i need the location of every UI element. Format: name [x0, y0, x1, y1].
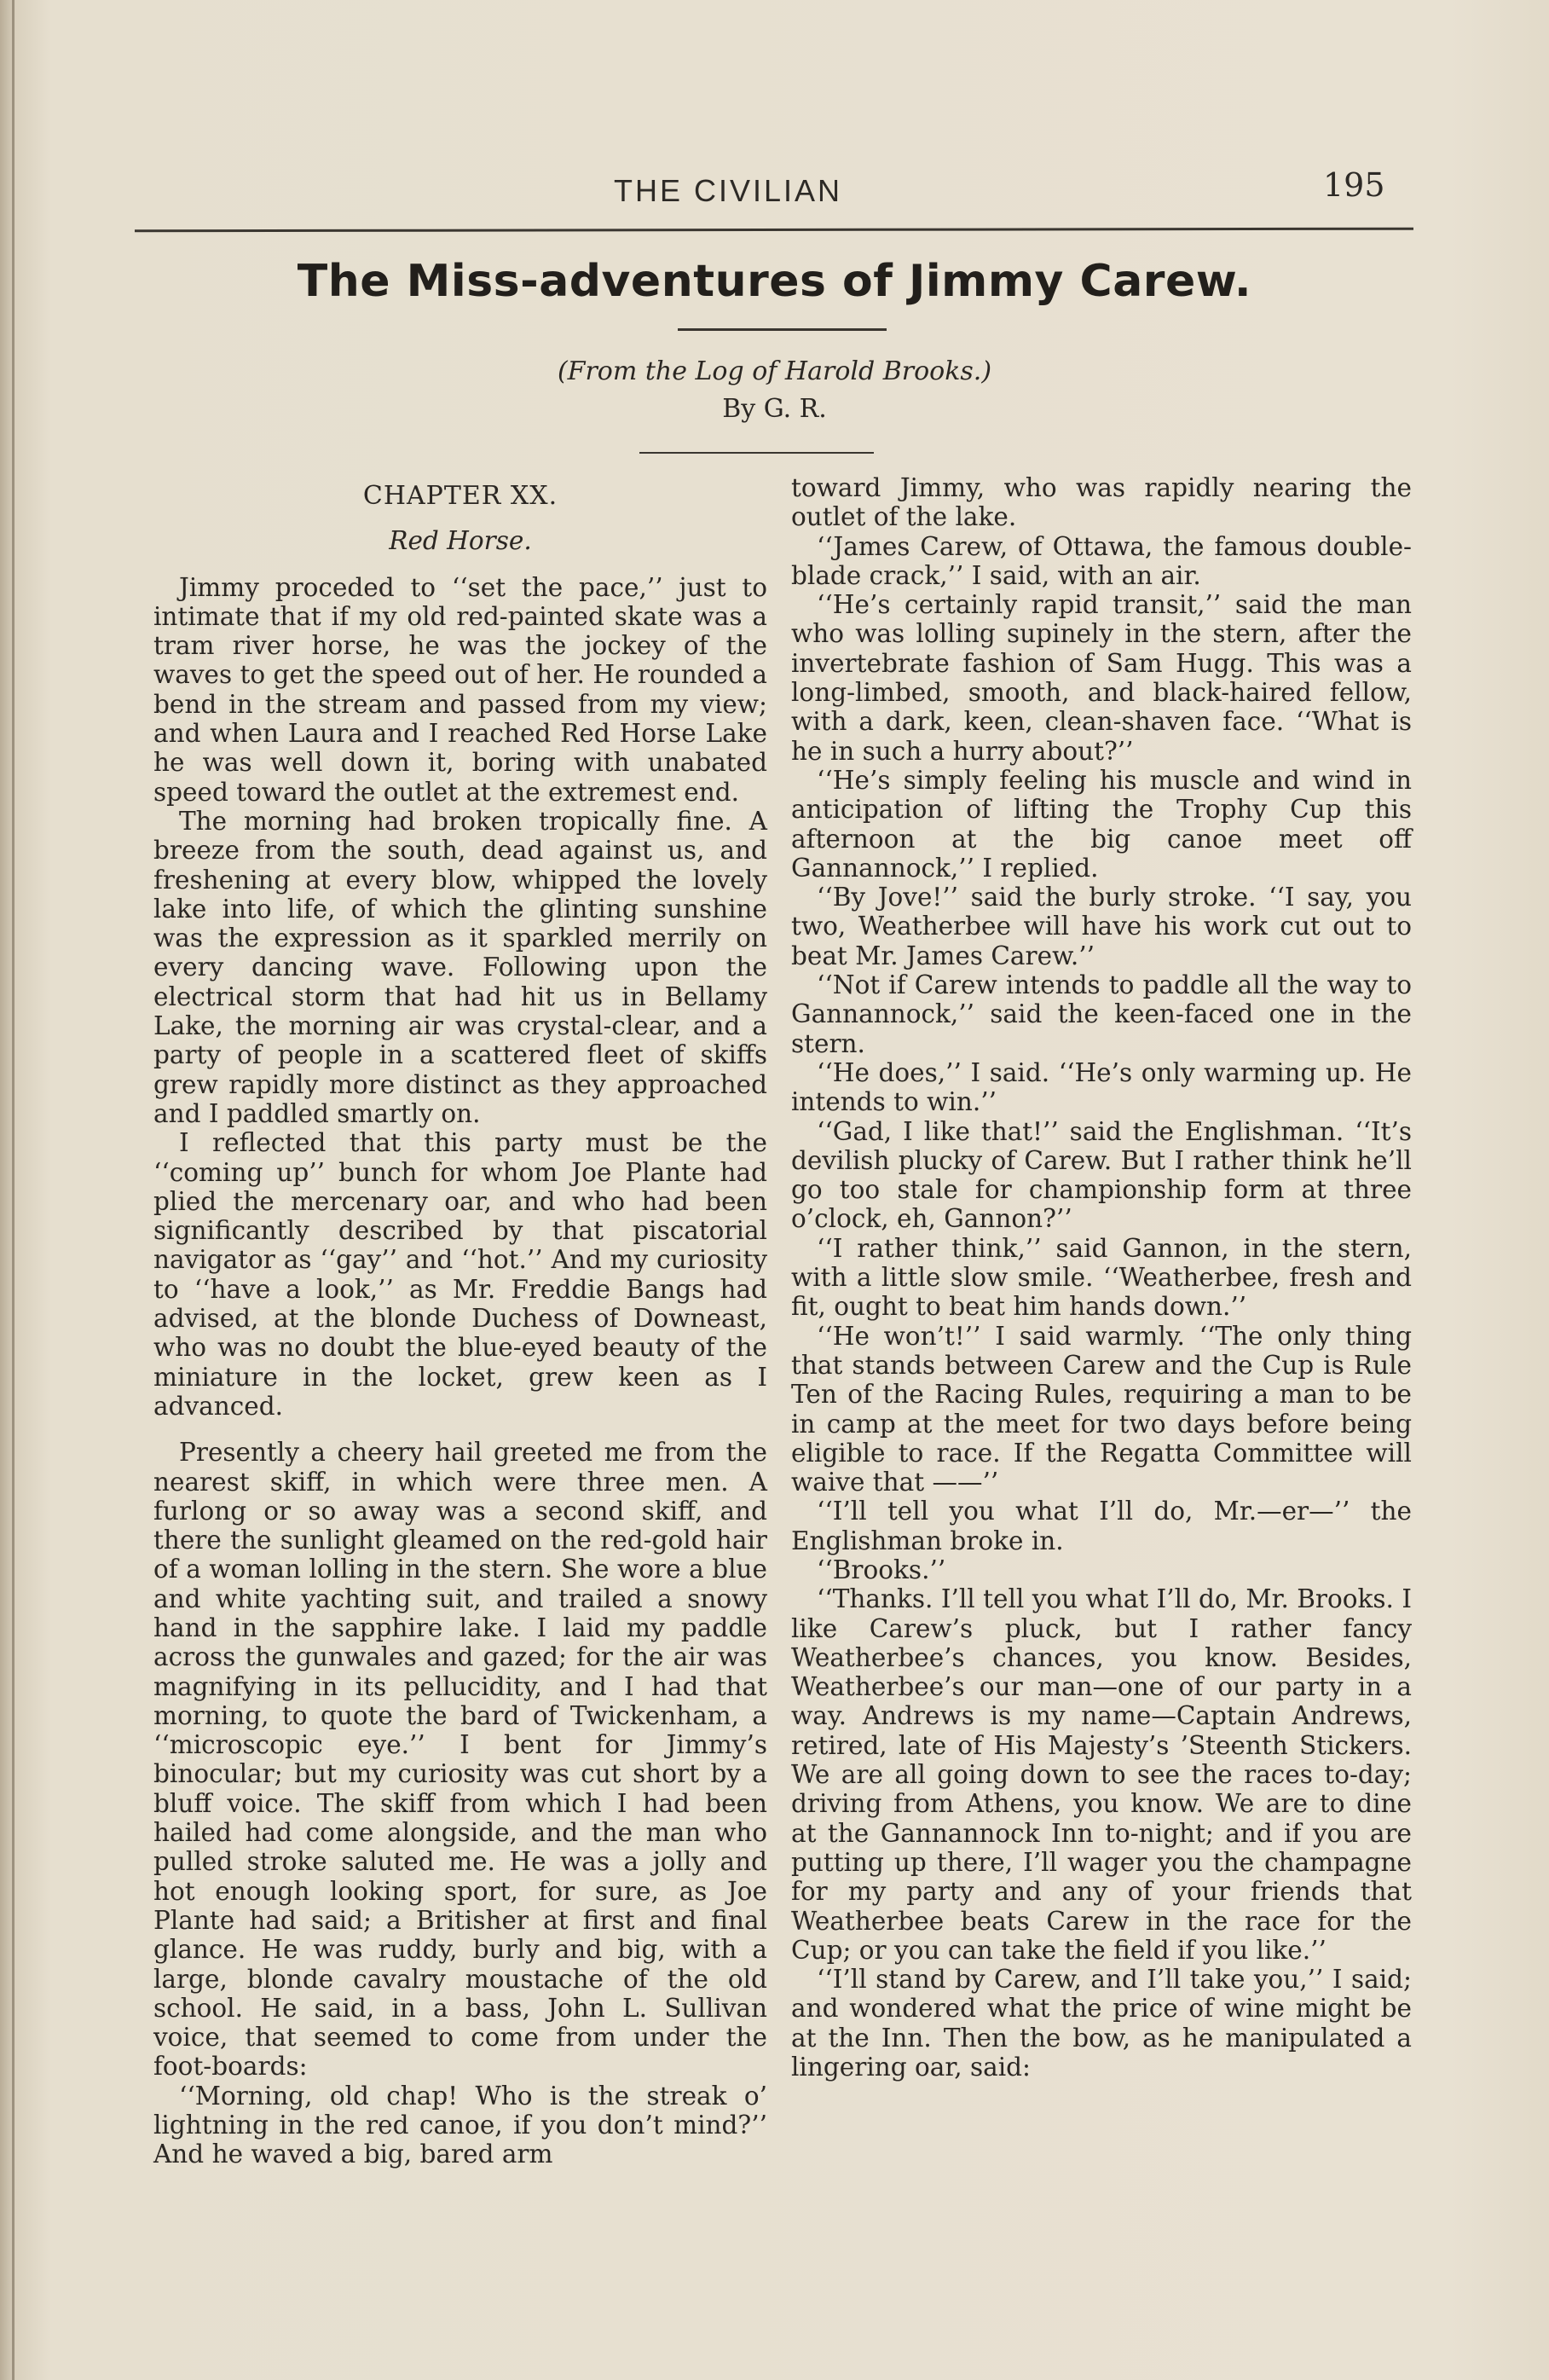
paragraph: ‘‘By Jove!’’ said the burly stroke. ‘‘I say, you two, Weatherbee will have his work cut out to beat Mr. James Carew.’’	[791, 883, 1412, 970]
paragraph: ‘‘He’s certainly rapid transit,’’ said the man who was lolling supinely in the stern, after the invertebrate fashion of Sam Hugg. This was a long-limbed, smooth, and black-haired fellow, with a dark, keen, clean-shaven face. ‘‘What is he in such a hurry about?’’	[791, 590, 1412, 766]
right-column	[791, 473, 1412, 2082]
paragraph: ‘‘I’ll tell you what I’ll do, Mr.—er—’’ the Englishman broke in.	[791, 1497, 1412, 1555]
paragraph: Jimmy proceded to ‘‘set the pace,’’ just to intimate that if my old red-painted skate was a tram river horse, he was the jockey of the waves to get the speed out of her. He rounded a bend in the stream and passed from my view; and when Laura and I reached Red Horse Lake he was well down it, boring with unabated speed toward the outlet at the extremest end.	[153, 572, 767, 807]
running-head	[0, 166, 1549, 217]
paragraph: ‘‘Brooks.’’	[817, 1555, 946, 1584]
paragraph: ‘‘Morning, old chap! Who is the streak o’ lightning in the red canoe, if you don’t mind?’’ And he waved a big, bared arm	[153, 2081, 767, 2169]
running-title: THE CIVILIAN	[614, 173, 843, 208]
article-title: The Miss-adventures of Jimmy Carew.	[297, 256, 1252, 307]
paragraph: ‘‘He won’t!’’ I said warmly. ‘‘The only thing that stands between Carew and the Cup is Rule Ten of the Racing Rules, requiring a man to be in camp at the meet for two days before being eligible to race. If the Regatta Committee will waive that ——’’	[791, 1321, 1412, 1497]
page-number: 195	[1323, 166, 1385, 204]
paragraph: ‘‘James Carew, of Ottawa, the famous double-blade crack,’’ I said, with an air.	[791, 531, 1412, 590]
paragraph: ‘‘He does,’’ I said. ‘‘He’s only warming up. He intends to win.’’	[791, 1057, 1412, 1117]
paragraph: ‘‘Not if Carew intends to paddle all the way to Gannannock,’’ said the keen-faced one in the stern.	[791, 970, 1412, 1058]
paragraph: I reflected that this party must be the ‘‘coming up’’ bunch for whom Joe Plante had plied the mercenary oar, and who had been significantly described by that piscatorial navigator as ‘‘gay’’ and ‘‘hot.’’ And my curiosity to ‘‘have a look,’’ as Mr. Freddie Bangs had advised, at the blonde Duchess of Downeast, who was no doubt the blue-eyed beauty of the miniature in the locket, grew keen as I advanced.	[153, 1128, 767, 1421]
header-rule	[135, 228, 1413, 233]
title-rule	[678, 328, 887, 331]
paragraph: ‘‘Gad, I like that!’’ said the Englishman. ‘‘It’s devilish plucky of Carew. But I rather think he’ll go too stale for championship form at three o’clock, eh, Gannon?’’	[791, 1116, 1412, 1234]
section-heading: Red Horse.	[389, 526, 532, 556]
source-line: (From the Log of Harold Brooks.)	[557, 356, 992, 386]
paragraph: toward Jimmy, who was rapidly nearing the outlet of the lake.	[791, 473, 1412, 532]
paragraph: The morning had broken tropically fine. A breeze from the south, dead against us, and freshening at every blow, whipped the lovely lake into life, of which the glinting sunshine was the expression as it sparkled merrily on every dancing wave. Following upon the electrical storm that had hit us in Bellamy Lake, the morning air was crystal-clear, and a party of people in a scattered fleet of skiffs grew rapidly more distinct as they approached and I paddled smartly on.	[153, 806, 767, 1128]
byline-rule	[639, 452, 874, 454]
left-column	[153, 473, 767, 2169]
paragraph: ‘‘He’s simply feeling his muscle and wind in anticipation of lifting the Trophy Cup this afternoon at the big canoe meet off Gannannock,’’ I replied.	[791, 765, 1412, 883]
byline: By G. R.	[722, 394, 827, 424]
paragraph: ‘‘Thanks. I’ll tell you what I’ll do, Mr. Brooks. I like Carew’s pluck, but I rather fancy Weatherbee’s chances, you know. Besides, Weatherbee’s our man—one of our party in a way. Andrews is my name—Captain Andrews, retired, late of His Majesty’s ’Steenth Stickers. We are all going down to see the races to-day; driving from Athens, you know. We are to dine at the Gannannock Inn to-night; and if you are putting up there, I’ll wager you the champagne for my party and any of your friends that Weatherbee beats Carew in the race for the Cup; or you can take the field if you like.’’	[791, 1584, 1412, 1965]
paragraph: ‘‘I’ll stand by Carew, and I’ll take you,’’ I said; and wondered what the price of wine might be at the Inn. Then the bow, as he manipulated a lingering oar, said:	[791, 1965, 1412, 2082]
paragraph: Presently a cheery hail greeted me from the nearest skiff, in which were three men. A furlong or so away was a second skiff, and there the sunlight gleamed on the red-gold hair of a woman lolling in the stern. She wore a blue and white yachting suit, and trailed a snowy hand in the sapphire lake. I laid my paddle across the gunwales and gazed; for the air was magnifying in its pellucidity, and I had that morning, to quote the bard of Twickenham, a ‘‘microscopic eye.’’ I bent for Jimmy’s binocular; but my curiosity was cut short by a bluff voice. The skiff from which I had been hailed had come alongside, and the man who pulled stroke saluted me. He was a jolly and hot enough looking sport, for sure, as Joe Plante had said; a Britisher at first and final glance. He was ruddy, burly and big, with a large, blonde cavalry moustache of the old school. He said, in a bass, John L. Sullivan voice, that seemed to come from under the foot-boards:	[153, 1438, 767, 2082]
chapter-heading: CHAPTER XX.	[362, 481, 558, 511]
paragraph: ‘‘I rather think,’’ said Gannon, in the stern, with a little slow smile. ‘‘Weatherbee, fresh and fit, ought to beat him hands down.’’	[791, 1233, 1412, 1322]
